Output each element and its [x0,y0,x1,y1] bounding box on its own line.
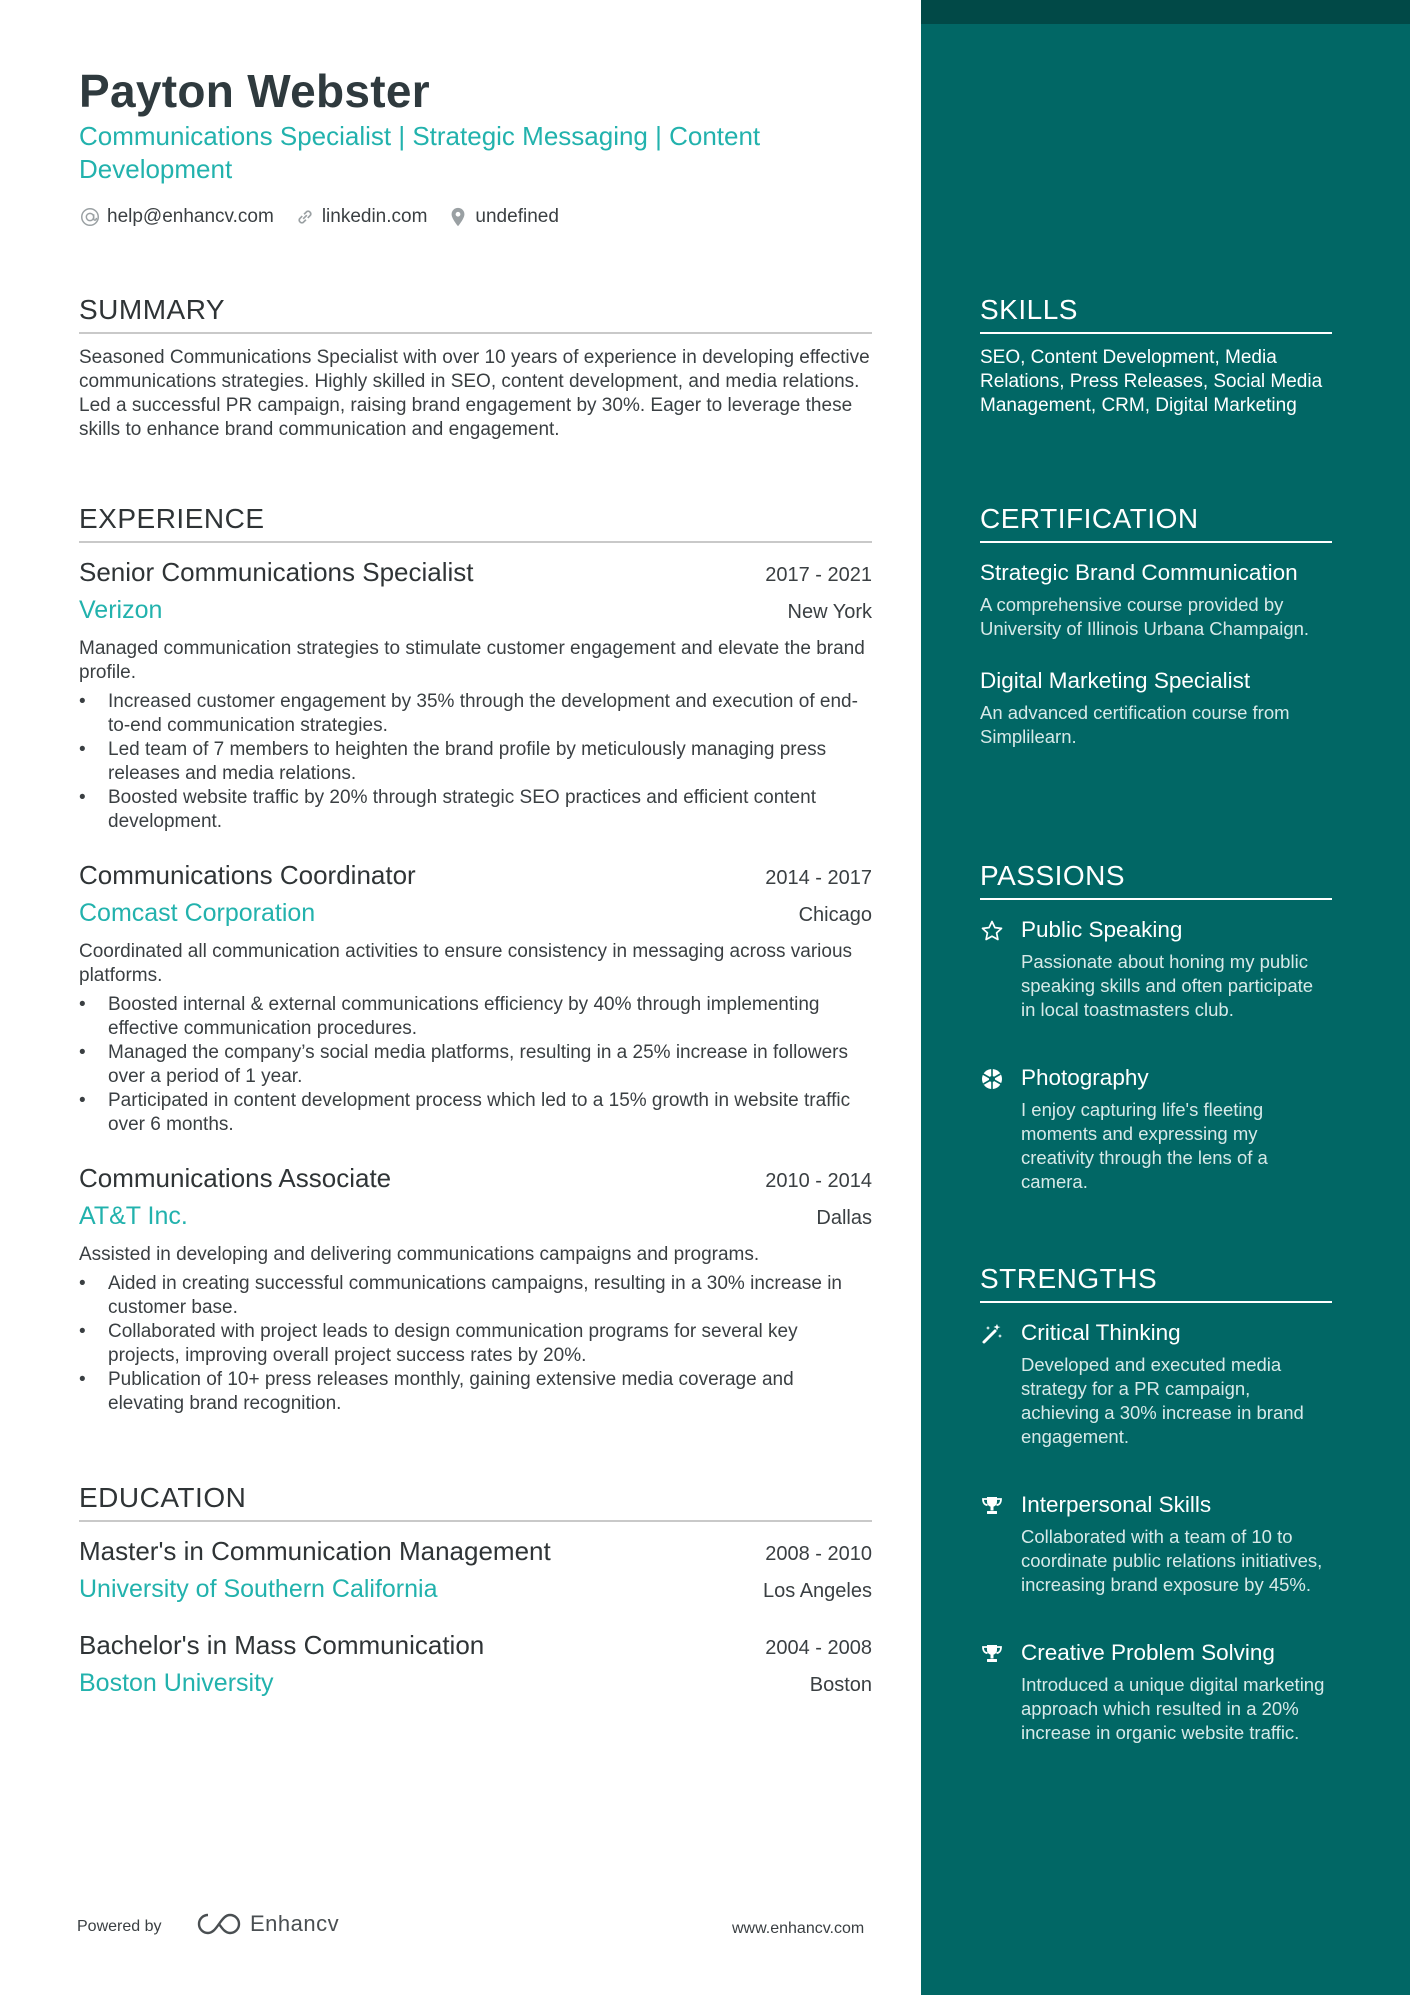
strength-description: Collaborated with a team of 10 to coordinate public relations initiatives, increasing brand exposure by 45%. [1021,1526,1323,1595]
job-location: Chicago [798,904,872,926]
camera-icon [980,1067,1004,1091]
school-name: Boston University [79,1669,274,1697]
location-pin-icon [447,206,469,228]
job-dates: 2017 - 2021 [765,564,872,586]
passion-description: Passionate about honing my public speaking skills and often participate in local toastmasters club. [1021,951,1314,1020]
strength-title: Critical Thinking [1021,1320,1181,1345]
job-location: Dallas [816,1207,872,1229]
footer-url[interactable]: www.enhancv.com [732,1920,865,1937]
strength-description: Introduced a unique digital marketing approach which resulted in a 20% increase in organic website traffic. [1021,1674,1325,1743]
passion-title: Public Speaking [1021,917,1183,942]
education-entry [79,1630,872,1698]
certification-name: Digital Marketing Specialist [980,668,1251,693]
certification-title: CERTIFICATION [980,499,1332,543]
summary-text: Seasoned Communications Specialist with over 10 years of experience in developing effective communications strategies. Highly skilled in SEO, content development, and media relations. Led a successful PR campaign, raising brand engagement by 30%. Eager to leverage these skills to enhance brand communication and engagement. [79,347,870,440]
at-icon [79,206,101,228]
enhancv-logo-text: Enhancv [250,1911,340,1936]
enhancv-logo-icon [196,1911,242,1937]
link-icon [294,206,316,228]
education-dates: 2008 - 2010 [765,1543,872,1565]
school-name: University of Southern California [79,1575,438,1603]
job-bullets [79,690,872,834]
strength-item [980,1475,1332,1597]
skills-title: SKILLS [980,290,1332,334]
job-bullets [79,1272,872,1416]
bullet-item: • Collaborated with project leads to design communication programs for several key projects, improving overall project success rates by 20%. [79,1320,872,1368]
strength-title: Creative Problem Solving [1021,1640,1275,1665]
linkedin-text: linkedin.com [321,206,428,227]
bullet-item: • Participated in content development process which led to a 15% growth in website traffic over 6 months. [79,1089,872,1137]
passion-item [980,1048,1332,1194]
star-icon [980,919,1004,943]
job-role: Communications Coordinator [79,860,416,890]
experience-entry [79,1163,872,1416]
skills-section [980,290,1332,418]
bullet-item: • Boosted website traffic by 20% through strategic SEO practices and efficient content development. [79,786,872,834]
job-description: Managed communication strategies to stimulate customer engagement and elevate the brand profile. [79,638,865,683]
bullet-item: • Publication of 10+ press releases monthly, gaining extensive media coverage and elevating brand recognition. [79,1368,872,1416]
certification-section [980,499,1332,749]
experience-entry [79,557,872,834]
contact-linkedin[interactable] [294,206,428,228]
strength-description: Developed and executed media strategy for a PR campaign, achieving a 30% increase in brand engagement. [1021,1354,1304,1447]
contact-email[interactable] [79,206,274,228]
contact-location [447,206,558,228]
candidate-headline: Communications Specialist | Strategic Messaging | Content Development [79,121,761,184]
passion-title: Photography [1021,1065,1149,1090]
sidebar [921,0,1410,1995]
trophy-icon [980,1642,1004,1666]
company-name: AT&T Inc. [79,1202,188,1230]
certification-name: Strategic Brand Communication [980,560,1298,585]
job-role: Senior Communications Specialist [79,557,474,587]
candidate-name: Payton Webster [79,65,430,117]
skills-text: SEO, Content Development, Media Relations, Press Releases, Social Media Management, CRM, Digital Marketing [980,347,1323,416]
summary-section [79,290,872,442]
passions-section [980,856,1332,1194]
experience-entry [79,860,872,1137]
strength-item [980,1303,1332,1449]
summary-title: SUMMARY [79,290,872,334]
email-text: help@enhancv.com [107,206,274,227]
education-section [79,1478,872,1698]
passion-item [980,900,1332,1022]
certification-item [980,559,1332,641]
school-location: Boston [809,1674,872,1696]
strengths-section [980,1259,1332,1745]
certification-description: An advanced certification course from Simplilearn. [980,702,1290,747]
experience-section [79,499,872,1416]
bullet-item: • Aided in creating successful communications campaigns, resulting in a 30% increase in customer base. [79,1272,872,1320]
location-text: undefined [475,206,559,227]
bullet-item: • Increased customer engagement by 35% through the development and execution of end-to-end communication strategies. [79,690,872,738]
job-dates: 2010 - 2014 [765,1170,872,1192]
certification-item [980,667,1332,749]
strength-title: Interpersonal Skills [1021,1492,1212,1517]
education-entry [79,1536,872,1604]
job-bullets [79,993,872,1137]
strengths-title: STRENGTHS [980,1259,1332,1303]
experience-title: EXPERIENCE [79,499,872,543]
footer-powered-by: Powered by [77,1918,162,1935]
company-name: Verizon [79,596,163,624]
job-location: New York [787,601,872,623]
passion-description: I enjoy capturing life's fleeting moments and expressing my creativity through the lens of a camera. [1021,1099,1268,1192]
magic-wand-icon [980,1322,1004,1346]
job-description: Assisted in developing and delivering communications campaigns and programs. [79,1244,760,1265]
bullet-item: • Boosted internal & external communications efficiency by 40% through implementing effective communication procedures. [79,993,872,1041]
passions-title: PASSIONS [980,856,1332,900]
strength-item [980,1623,1332,1745]
sidebar-top-band [921,0,1410,24]
degree-name: Master's in Communication Management [79,1536,551,1566]
school-location: Los Angeles [763,1580,872,1602]
contact-row [79,206,579,228]
job-description: Coordinated all communication activities to ensure consistency in messaging across various platforms. [79,941,853,986]
job-role: Communications Associate [79,1163,392,1193]
company-name: Comcast Corporation [79,899,316,927]
degree-name: Bachelor's in Mass Communication [79,1630,485,1660]
education-title: EDUCATION [79,1478,872,1522]
trophy-icon [980,1494,1004,1518]
bullet-item: • Managed the company’s social media platforms, resulting in a 25% increase in followers over a period of 1 year. [79,1041,872,1089]
job-dates: 2014 - 2017 [765,867,872,889]
bullet-item: • Led team of 7 members to heighten the brand profile by meticulously managing press releases and media relations. [79,738,872,786]
certification-description: A comprehensive course provided by University of Illinois Urbana Champaign. [980,594,1310,639]
education-dates: 2004 - 2008 [765,1637,872,1659]
enhancv-logo[interactable] [196,1911,339,1937]
